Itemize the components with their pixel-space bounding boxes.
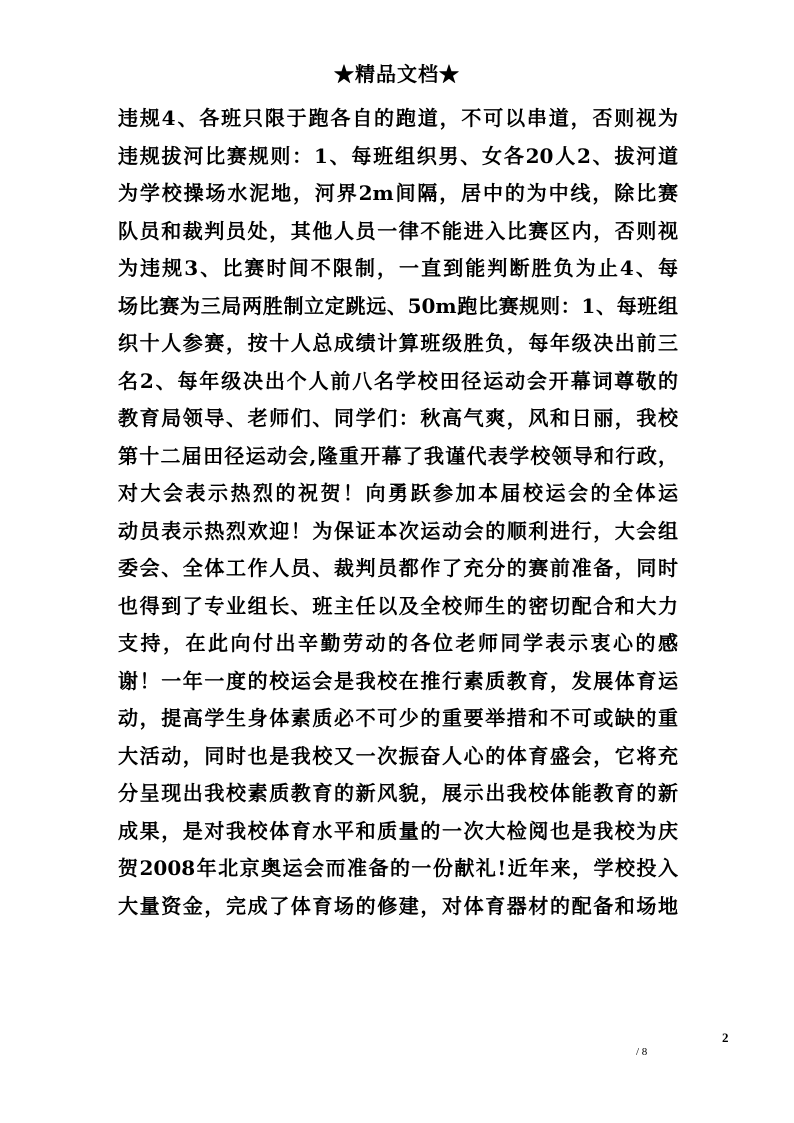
body-line-13: 委会、全体工作人员、裁判员都作了充分的赛前准备，同时 <box>118 556 678 580</box>
document-header-title: ★精品文档★ <box>334 62 460 86</box>
body-line-18: 大活动，同时也是我校又一次振奋人心的体育盛会，它将充 <box>118 743 678 768</box>
body-line-4: 队员和裁判员处，其他人员一律不能进入比赛区内，否则视 <box>118 218 678 243</box>
body-line-6: 场比赛为三局两胜制立定跳远、50m跑比赛规则：1、每班组 <box>118 293 678 318</box>
body-line-11: 对大会表示热烈的祝贺！向勇跃参加本届校运会的全体运 <box>118 481 678 505</box>
page-total: / 8 <box>636 1046 648 1058</box>
body-line-21: 贺2008年北京奥运会而准备的一份献礼!近年来，学校投入 <box>118 856 678 880</box>
body-line-12: 动员表示热烈欢迎！为保证本次运动会的顺利进行，大会组 <box>118 518 678 543</box>
body-line-14: 也得到了专业组长、班主任以及全校师生的密切配合和大力 <box>118 593 678 618</box>
body-line-22: 大量资金，完成了体育场的修建，对体育器材的配备和场地 <box>118 893 678 918</box>
page-number: 2 <box>722 1030 729 1045</box>
body-line-19: 分呈现出我校素质教育的新风貌，展示出我校体能教育的新 <box>118 781 678 805</box>
document-body <box>118 100 678 925</box>
body-line-7: 织十人参赛，按十人总成绩计算班级胜负，每年级决出前三 <box>118 331 678 355</box>
body-line-1: 违规4、各班只限于跑各自的跑道，不可以串道，否则视为 <box>118 106 678 130</box>
body-line-2: 违规拔河比赛规则：1、每班组织男、女各20人2、拔河道 <box>118 143 678 168</box>
body-line-5: 为违规3、比赛时间不限制，一直到能判断胜负为止4、每 <box>118 256 678 280</box>
body-line-15: 支持，在此向付出辛勤劳动的各位老师同学表示衷心的感 <box>118 631 678 655</box>
body-line-17: 动，提高学生身体素质必不可少的重要举措和不可或缺的重 <box>118 706 678 730</box>
body-line-20: 成果，是对我校体育水平和质量的一次大检阅也是我校为庆 <box>118 818 678 843</box>
body-line-10: 第十二届田径运动会,隆重开幕了我谨代表学校领导和行政， <box>118 443 678 468</box>
body-line-9: 教育局领导、老师们、同学们：秋高气爽，风和日丽，我校 <box>118 406 678 430</box>
body-line-3: 为学校操场水泥地，河界2m间隔，居中的为中线，除比赛 <box>118 181 678 205</box>
body-line-16: 谢！一年一度的校运会是我校在推行素质教育，发展体育运 <box>118 668 678 693</box>
body-line-8: 名2、每年级决出个人前八名学校田径运动会开幕词尊敬的 <box>118 368 678 393</box>
